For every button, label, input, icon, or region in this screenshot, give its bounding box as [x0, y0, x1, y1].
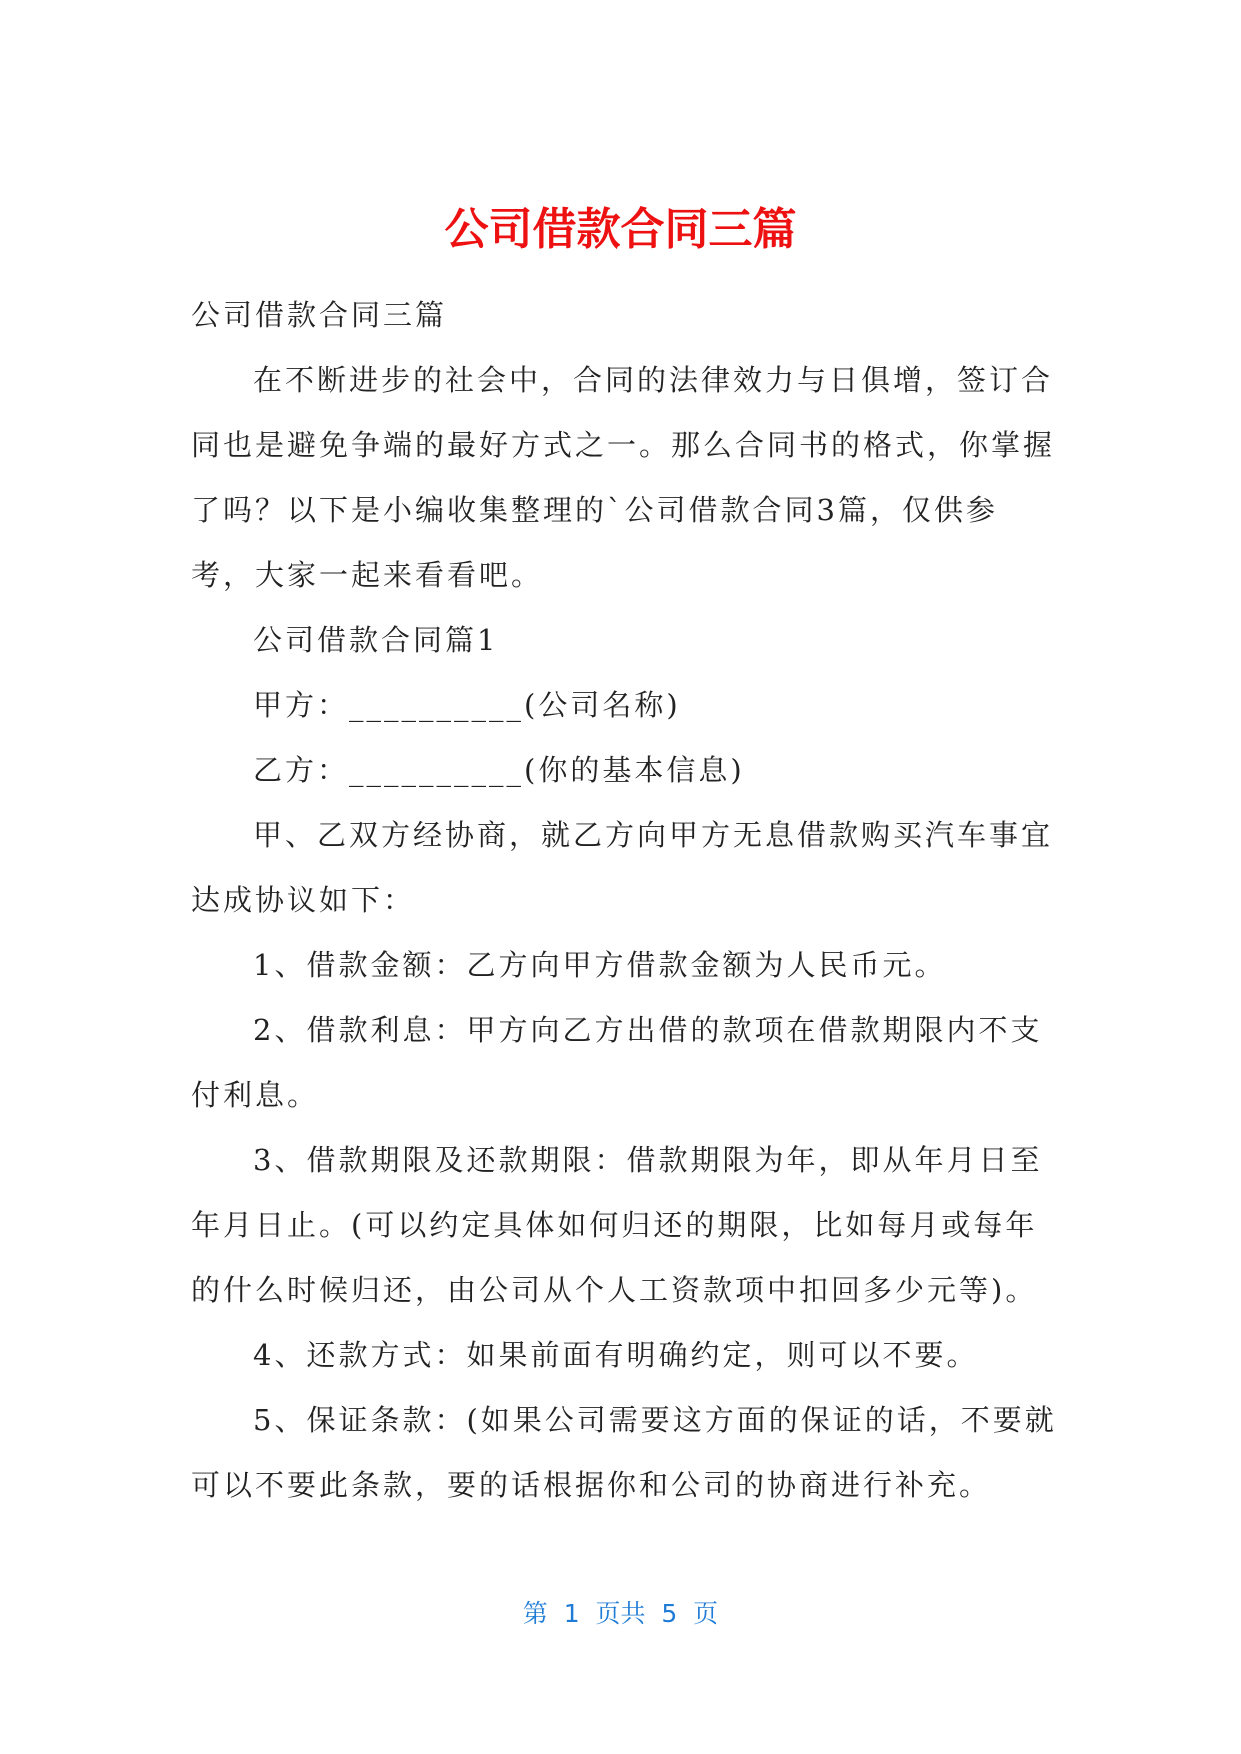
clause-1: 1、借款金额：乙方向甲方借款金额为人民币元。	[253, 948, 947, 982]
clause-5: 5、保证条款：(如果公司需要这方面的保证的话，不要就可以不要此条款，要的话根据你和公司的协商进行补充。	[191, 1403, 1057, 1502]
party-b-line: 乙方：__________(你的基本信息)	[253, 753, 745, 787]
section-heading: 公司借款合同篇1	[253, 623, 499, 657]
agreement-paragraph: 甲、乙双方经协商，就乙方向甲方无息借款购买汽车事宜达成协议如下：	[191, 818, 1054, 917]
paragraph-subtitle: 公司借款合同三篇	[191, 298, 448, 332]
clause-3: 3、借款期限及还款期限：借款期限为年，即从年月日至年月日止。(可以约定具体如何归还的期限，比如每月或每年的什么时候归还，由公司从个人工资款项中扣回多少元等)。	[191, 1143, 1043, 1307]
clause-2: 2、借款利息：甲方向乙方出借的款项在借款期限内不支付利息。	[191, 1013, 1043, 1112]
page-number-footer: 第 1 页共 5 页	[522, 1599, 719, 1628]
paragraph-intro: 在不断进步的社会中，合同的法律效力与日俱增，签订合同也是避免争端的最好方式之一。那么合同书的格式，你掌握了吗？以下是小编收集整理的`公司借款合同3篇，仅供参考，大家一起来看看吧。	[191, 363, 1056, 592]
clause-4: 4、还款方式：如果前面有明确约定，则可以不要。	[253, 1338, 979, 1372]
document-title: 公司借款合同三篇	[444, 204, 797, 255]
document-body	[191, 283, 1061, 1518]
party-a-line: 甲方：__________(公司名称)	[253, 688, 681, 722]
